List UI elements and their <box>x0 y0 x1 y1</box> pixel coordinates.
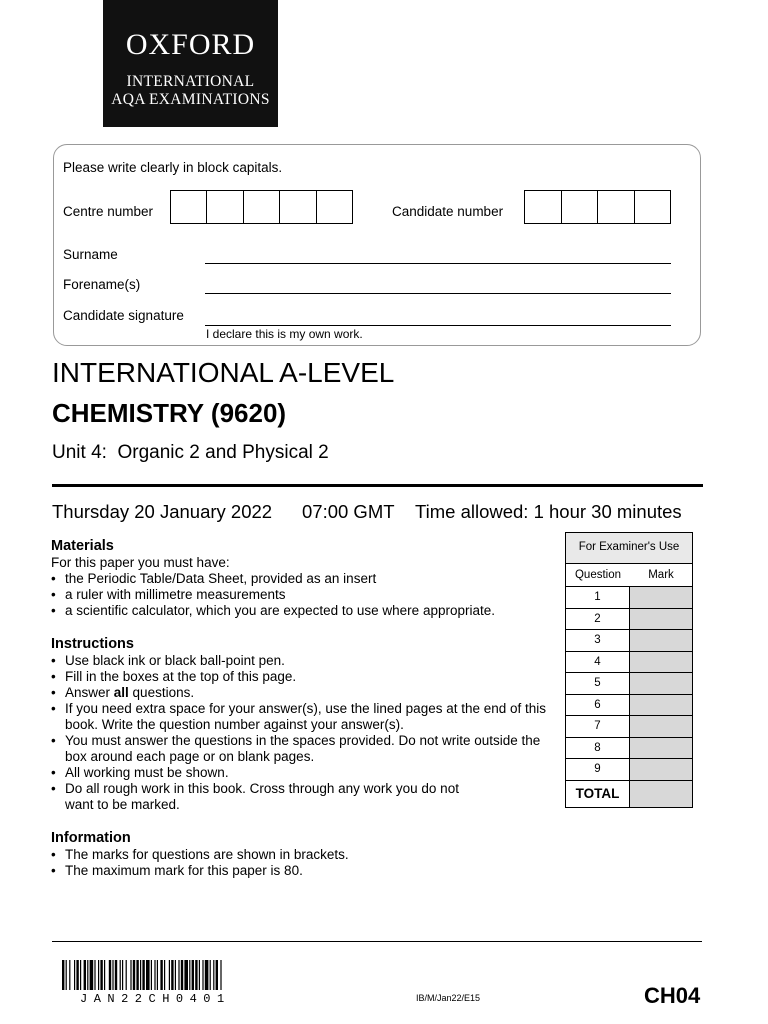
barcode-bar <box>130 960 131 990</box>
examiner-table-header-row <box>566 564 692 587</box>
digit-box[interactable] <box>244 191 280 223</box>
question-number: 6 <box>566 695 630 716</box>
barcode-bar <box>76 960 78 990</box>
mark-cell[interactable] <box>630 759 692 780</box>
barcode-bar <box>74 960 75 990</box>
qualification-title: INTERNATIONAL A-LEVEL <box>52 357 395 388</box>
mark-cell[interactable] <box>630 609 692 630</box>
block-capitals-instruction: Please write clearly in block capitals. <box>63 160 283 175</box>
materials-section <box>51 538 551 619</box>
barcode-bar <box>62 960 64 990</box>
unit-title: Unit 4: Organic 2 and Physical 2 <box>52 442 329 463</box>
forenames-label: Forename(s) <box>63 277 141 292</box>
barcode-bar <box>104 960 105 990</box>
barcode-bar <box>202 960 203 990</box>
instruction-item: • Do all rough work in this book. Cross through any work you do not want to be marked. <box>51 781 485 813</box>
examiner-table-heading: For Examiner's Use <box>566 533 692 564</box>
oxford-aqa-logo <box>103 0 278 127</box>
digit-box[interactable] <box>171 191 207 223</box>
mark-cell[interactable] <box>630 652 692 673</box>
barcode-bar <box>94 960 95 990</box>
question-number: 2 <box>566 609 630 630</box>
barcode-bar <box>98 960 99 990</box>
barcode-bar <box>109 960 111 990</box>
table-row <box>566 759 692 780</box>
materials-intro: For this paper you must have: <box>51 555 230 570</box>
barcode-bar <box>140 960 141 990</box>
barcode-bar <box>126 960 127 990</box>
forenames-field[interactable] <box>205 293 671 294</box>
question-number: 4 <box>566 652 630 673</box>
time-allowed: Time allowed: 1 hour 30 minutes <box>415 501 682 522</box>
digit-box[interactable] <box>598 191 635 223</box>
barcode-bar <box>112 960 113 990</box>
total-row <box>566 780 692 807</box>
question-number: 3 <box>566 630 630 651</box>
question-number: 5 <box>566 673 630 694</box>
title-divider <box>52 484 703 487</box>
barcode-bar <box>154 960 155 990</box>
instruction-item: • You must answer the questions in the spaces provided. Do not write outside the box around each page or on blank pages. <box>51 733 551 765</box>
exam-date: Thursday 20 January 2022 <box>52 501 273 522</box>
question-number: 8 <box>566 738 630 759</box>
logo-subtitle-1: INTERNATIONAL <box>126 73 255 90</box>
barcode-bar <box>115 960 117 990</box>
barcode-bar <box>84 960 86 990</box>
table-row <box>566 652 692 674</box>
barcode-bar <box>169 960 170 990</box>
barcode-bar <box>189 960 190 990</box>
barcode-bar <box>199 960 200 990</box>
examiner-use-table <box>565 532 693 808</box>
barcode <box>62 960 288 990</box>
digit-box[interactable] <box>280 191 316 223</box>
barcode-bar <box>192 960 194 990</box>
barcode-bar <box>66 960 67 990</box>
mark-cell[interactable] <box>630 695 692 716</box>
mark-cell[interactable] <box>630 630 692 651</box>
barcode-bar <box>157 960 158 990</box>
barcode-bar <box>142 960 144 990</box>
barcode-bar <box>122 960 123 990</box>
logo-title: OXFORD <box>125 28 256 61</box>
instruction-item: • Fill in the boxes at the top of this page. <box>51 669 551 685</box>
surname-label: Surname <box>63 247 118 262</box>
digit-box[interactable] <box>207 191 243 223</box>
information-item: • The marks for questions are shown in brackets. <box>51 847 551 863</box>
centre-number-field[interactable] <box>170 190 353 224</box>
materials-item: • a ruler with millimetre measurements <box>51 587 551 603</box>
digit-box[interactable] <box>525 191 562 223</box>
question-number: 1 <box>566 587 630 608</box>
digit-box[interactable] <box>635 191 671 223</box>
instruction-item: • If you need extra space for your answer(s), use the lined pages at the end of this book. Write the question number against your answer(s). <box>51 701 551 733</box>
materials-item: • a scientific calculator, which you are expected to use where appropriate. <box>51 603 551 619</box>
mark-cell[interactable] <box>630 673 692 694</box>
instruction-item: • Use black ink or black ball-point pen. <box>51 653 551 669</box>
paper-code: CH04 <box>644 983 701 1008</box>
signature-label: Candidate signature <box>63 308 184 323</box>
centre-number-label: Centre number <box>63 204 154 219</box>
total-label: TOTAL <box>566 781 630 807</box>
logo-subtitle-2: AQA EXAMINATIONS <box>111 91 270 108</box>
subject-title: CHEMISTRY (9620) <box>52 398 287 428</box>
question-column-header: Question <box>574 569 622 581</box>
table-row <box>566 630 692 652</box>
barcode-bar <box>120 960 121 990</box>
barcode-bar <box>164 960 165 990</box>
digit-box[interactable] <box>317 191 352 223</box>
table-row <box>566 673 692 695</box>
barcode-bar <box>133 960 135 990</box>
barcode-bar <box>220 960 221 990</box>
instructions-heading: Instructions <box>51 636 134 652</box>
barcode-bar <box>205 960 209 990</box>
signature-field[interactable] <box>205 325 671 326</box>
information-item: • The maximum mark for this paper is 80. <box>51 863 551 879</box>
table-row <box>566 609 692 631</box>
digit-box[interactable] <box>562 191 599 223</box>
barcode-bar <box>178 960 179 990</box>
barcode-text: JAN22CH0401 <box>80 992 231 1006</box>
instructions-section <box>51 636 551 813</box>
table-row <box>566 738 692 760</box>
barcode-bar <box>181 960 183 990</box>
barcode-bar <box>69 960 70 990</box>
barcode-bar <box>171 960 173 990</box>
mark-cell[interactable] <box>630 738 692 759</box>
barcode-bar <box>184 960 188 990</box>
examiner-table-rows <box>566 587 692 780</box>
instruction-item: • Answer all questions. <box>51 685 551 701</box>
table-row <box>566 716 692 738</box>
barcode-bar <box>210 960 211 990</box>
mark-cell[interactable] <box>630 587 692 608</box>
barcode-bar <box>160 960 162 990</box>
candidate-number-field[interactable] <box>524 190 671 224</box>
barcode-bar <box>146 960 150 990</box>
information-section <box>51 830 551 879</box>
barcode-bar <box>136 960 138 990</box>
paper-reference: IB/M/Jan22/E15 <box>416 993 481 1003</box>
question-number: 7 <box>566 716 630 737</box>
table-row <box>566 695 692 717</box>
barcode-bar <box>100 960 102 990</box>
declaration-text: I declare this is my own work. <box>206 327 363 341</box>
barcode-bar <box>175 960 176 990</box>
total-mark-cell[interactable] <box>630 781 692 807</box>
materials-heading: Materials <box>51 538 114 554</box>
barcode-bar <box>87 960 88 990</box>
barcode-bar <box>216 960 218 990</box>
mark-column-header: Mark <box>648 569 674 581</box>
footer-divider <box>52 941 702 942</box>
exam-time: 07:00 GMT <box>302 501 395 522</box>
instruction-item: • All working must be shown. <box>51 765 551 781</box>
surname-field[interactable] <box>205 263 671 264</box>
candidate-number-label: Candidate number <box>392 204 504 219</box>
barcode-bar <box>90 960 94 990</box>
barcode-bar <box>213 960 214 990</box>
barcode-bar <box>80 960 81 990</box>
table-row <box>566 587 692 609</box>
barcode-bar <box>151 960 152 990</box>
mark-cell[interactable] <box>630 716 692 737</box>
question-number: 9 <box>566 759 630 780</box>
information-heading: Information <box>51 830 131 846</box>
barcode-bar <box>195 960 197 990</box>
materials-item: • the Periodic Table/Data Sheet, provided as an insert <box>51 571 551 587</box>
